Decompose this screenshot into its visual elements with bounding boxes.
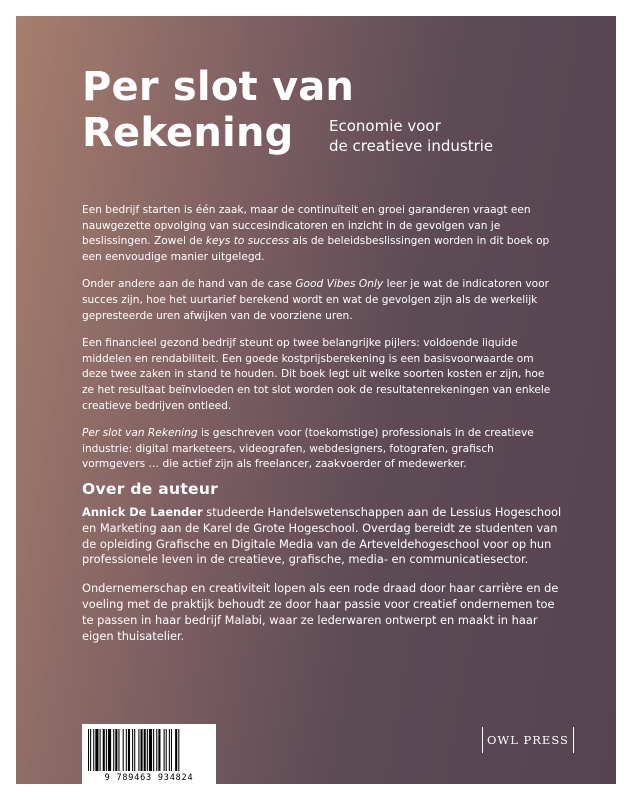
book-title-line-1: Per slot van	[82, 64, 355, 110]
barcode-bar	[100, 729, 101, 771]
blurb-p4-text-end: is geschreven voor (toekomstige) professionals in de creatieve industrie: digital marketeers, videografen, webdesigners, fotografen, grafisch vormgevers … die actief zijn als freelancer, zaakvoerder of medewerker.	[82, 427, 534, 471]
barcode-bar	[171, 729, 172, 771]
book-title-line-2: Rekening	[82, 110, 294, 156]
barcode-bar	[134, 729, 135, 771]
barcode-bar	[132, 729, 133, 771]
book-back-cover	[16, 16, 616, 784]
barcode-bar	[118, 729, 119, 771]
publisher-logo: OWL PRESS	[482, 727, 574, 753]
barcode-bar	[169, 729, 170, 771]
barcode-bar	[103, 729, 105, 771]
author-bio-paragraph-1	[82, 505, 562, 568]
barcode-bar	[113, 729, 114, 771]
blurb-paragraph-3: Een financieel gezond bedrijf steunt op twee belangrijke pijlers: voldoende liquide middelen en rendabiliteit. Een goede kostprijsberekening is een basisvoorwaarde om deze twee zaken in stand te houden. Dit boek legt uit welke soorten kosten er zijn, hoe ze het resultaat beïnvloeden en tot slot worden ook de resultatenrekeningen van enkele creatieve bedrijven ontleed.	[82, 337, 551, 412]
isbn-number: 9 789463 934824	[104, 773, 194, 783]
barcode-bar	[90, 729, 91, 771]
barcode-bar	[164, 729, 165, 771]
blurb-paragraph-1	[82, 203, 558, 265]
barcode-bar	[106, 729, 107, 771]
blurb-p2-emphasis: Good Vibes Only	[295, 278, 384, 291]
blurb-p1-text: Een bedrijf starten is één zaak, maar de continuïteit en groei garanderen vraagt een nauwgezette opvolging van succesindicatoren en inzicht in de gevolgen van je beslissingen. Zowel de	[82, 204, 531, 248]
barcode-bar	[108, 729, 111, 771]
barcode-bar	[138, 729, 139, 771]
blurb	[82, 203, 558, 485]
book-subtitle	[329, 116, 493, 156]
book-subtitle-line-1: Economie voor	[329, 117, 441, 135]
book-title	[82, 64, 354, 156]
author-bio-paragraph-2: Ondernemerschap en creativiteit lopen als een rode draad door haar carrière en de voeling met de praktijk behoudt ze door haar passie voor creatief ondernemen toe te passen in haar bedrijf Malabi, waar ze lederwaren ontwerpt en maakt in haar eigen thuisatelier.	[82, 581, 559, 643]
barcode-bar	[175, 729, 177, 771]
barcode-bar	[158, 729, 160, 771]
blurb-p2-text-end: leer je wat de indicatoren voor succes zijn, hoe het uurtarief berekend wordt en wat de gevolgen zijn als de werkelijk gepresteerde uren afwijken van de voorziene uren.	[82, 278, 549, 322]
blurb-paragraph-4	[82, 426, 558, 473]
barcode-bar	[88, 729, 89, 771]
blurb-p1-emphasis: keys to success	[205, 235, 290, 248]
barcode-bar	[166, 729, 167, 771]
isbn-barcode	[82, 724, 216, 784]
barcode-bar	[147, 729, 148, 771]
barcode-bar	[144, 729, 146, 771]
barcode-bar	[126, 729, 127, 771]
author-bio-text-1: studeerde Handelswetenschappen aan de Lessius Hogeschool en Marketing aan de Karel de Grote Hogeschool. Overdag bereidt ze studenten van de opleiding Grafische en Digitale Media van de Arteveldehogeschool voor op hun professionele leven in de creatieve, grafische, media- en communicatiesector.	[82, 505, 562, 567]
book-subtitle-line-2: de creatieve industrie	[329, 137, 494, 155]
blurb-p1-text-end: als de beleidsbeslissingen worden in dit boek op een eenvoudige manier uitgelegd.	[82, 235, 550, 263]
blurb-p2-text: Onder andere aan de hand van de case	[82, 278, 296, 291]
barcode-bar	[93, 729, 94, 771]
author-heading: Over de auteur	[82, 480, 219, 498]
barcode-bar	[128, 729, 130, 771]
barcode-bar	[141, 729, 143, 771]
barcode-bar	[178, 729, 179, 771]
barcode-bars	[88, 729, 210, 771]
blurb-paragraph-2	[82, 277, 558, 324]
author-bio	[82, 505, 562, 657]
barcode-bar	[156, 729, 157, 771]
barcode-bar	[123, 729, 124, 771]
barcode-bar	[115, 729, 117, 771]
barcode-bar	[95, 729, 98, 771]
author-name: Annick De Laender	[82, 505, 203, 519]
blurb-p4-emphasis: Per slot van Rekening	[82, 427, 198, 440]
barcode-bar	[153, 729, 154, 771]
barcode-bar	[149, 729, 152, 771]
